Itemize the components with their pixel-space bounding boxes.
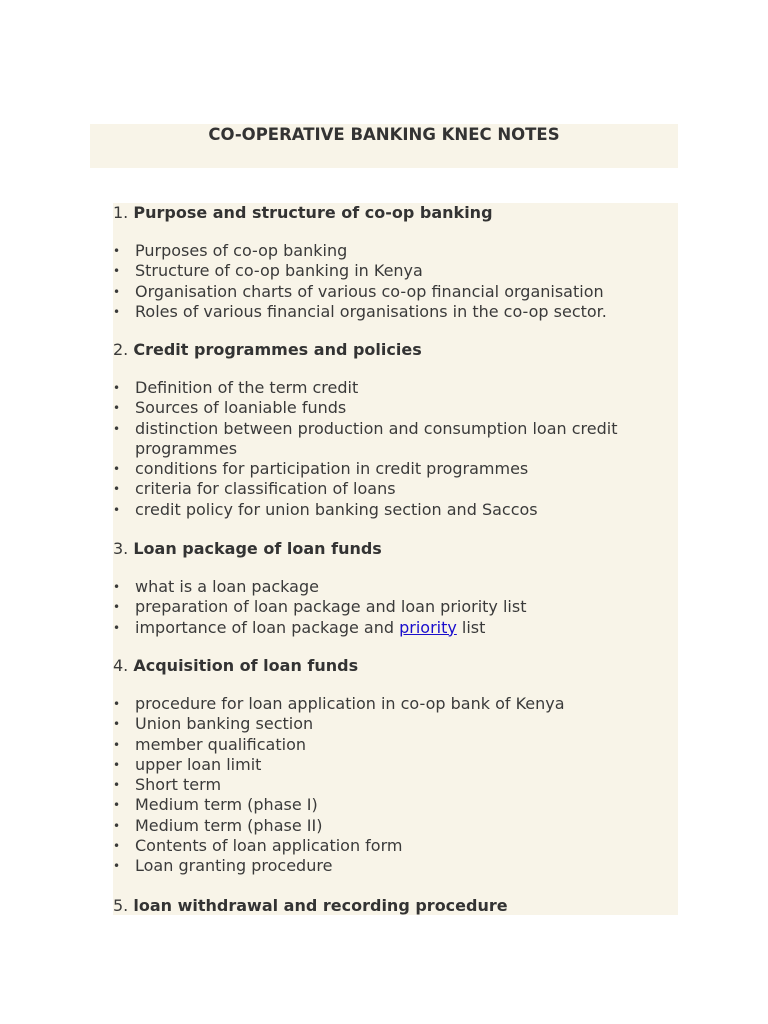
section-4 [113, 656, 673, 877]
section-title: Acquisition of loan funds [133, 656, 359, 675]
item-text-after: list [456, 617, 486, 637]
list-item: • Union banking section [113, 714, 673, 734]
list-item: • procedure for loan application in co-op bank of Kenya [113, 694, 673, 714]
bullet-list [113, 577, 673, 638]
section-number: 4. [113, 656, 129, 675]
page-title: CO-OPERATIVE BANKING KNEC NOTES [208, 125, 560, 144]
section-heading [113, 656, 673, 676]
section-2 [113, 340, 673, 520]
list-item: • preparation of loan package and loan priority list [113, 597, 673, 617]
section-5 [113, 896, 673, 916]
list-item: • Organisation charts of various co-op financial organisation [113, 282, 673, 302]
section-number: 5. [113, 896, 129, 915]
list-item: • Medium term (phase II) [113, 816, 673, 836]
list-item: • Purposes of co-op banking [113, 241, 673, 261]
list-item: • criteria for classification of loans [113, 479, 673, 499]
priority-link[interactable]: priority [399, 617, 457, 637]
section-heading [113, 896, 673, 916]
section-1 [113, 203, 673, 322]
list-item: • Roles of various financial organisations in the co-op sector. [113, 302, 673, 322]
section-3 [113, 539, 673, 638]
section-title: loan withdrawal and recording procedure [133, 896, 508, 915]
section-number: 2. [113, 340, 129, 359]
list-item: • conditions for participation in credit programmes [113, 459, 673, 479]
list-item: • distinction between production and consumption loan credit programmes [113, 419, 673, 460]
section-title: Loan package of loan funds [133, 539, 382, 558]
list-item: • Sources of loaniable funds [113, 398, 673, 418]
bullet-list [113, 694, 673, 877]
section-title: Purpose and structure of co-op banking [133, 203, 493, 222]
bullet-list [113, 241, 673, 322]
list-item: • Loan granting procedure [113, 856, 673, 876]
list-item: • what is a loan package [113, 577, 673, 597]
list-item: • Contents of loan application form [113, 836, 673, 856]
list-item: • Medium term (phase I) [113, 795, 673, 815]
section-title: Credit programmes and policies [133, 340, 422, 359]
item-text-before: importance of loan package and [135, 617, 400, 637]
list-item: • upper loan limit [113, 755, 673, 775]
section-heading [113, 340, 673, 360]
list-item: • Definition of the term credit [113, 378, 673, 398]
bullet-list [113, 378, 673, 520]
list-item-with-link [113, 618, 673, 638]
title-band [90, 124, 678, 168]
section-heading [113, 203, 673, 223]
list-item: • credit policy for union banking section and Saccos [113, 500, 673, 520]
list-item: • Short term [113, 775, 673, 795]
list-item: • Structure of co-op banking in Kenya [113, 261, 673, 281]
list-item: • member qualification [113, 735, 673, 755]
section-number: 1. [113, 203, 129, 222]
section-number: 3. [113, 539, 129, 558]
section-heading [113, 539, 673, 559]
